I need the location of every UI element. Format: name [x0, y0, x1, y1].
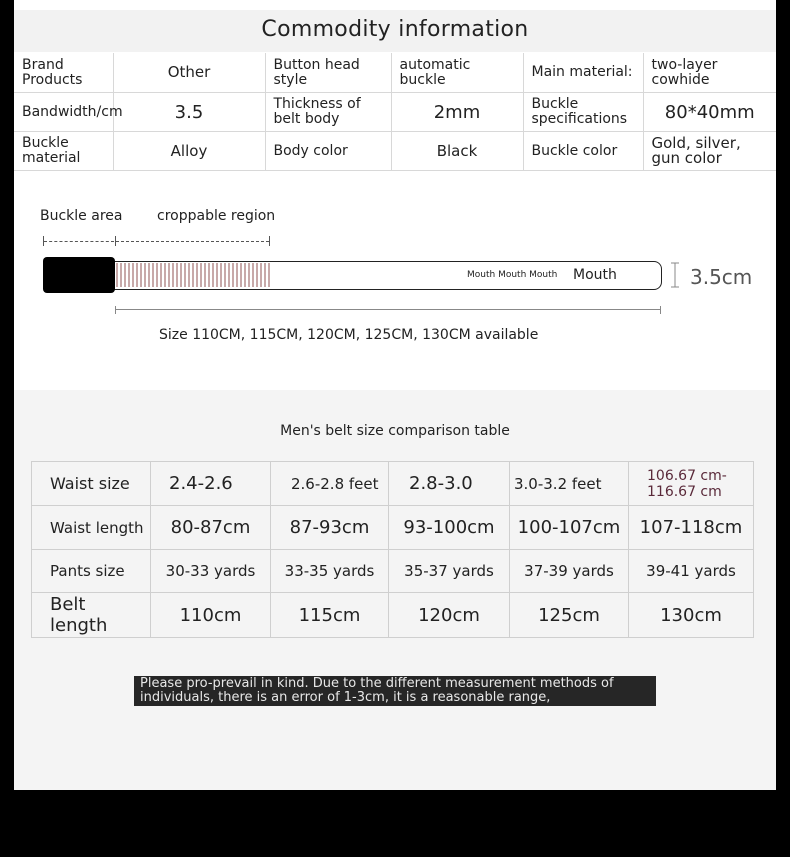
table-cell: 125cm	[510, 593, 629, 638]
buckle-area-label: Buckle area	[40, 208, 123, 224]
spec-key: Buckle material	[14, 132, 113, 171]
spec-key: Thickness of belt body	[265, 93, 391, 132]
size-range-bar	[115, 309, 661, 310]
measurement-note: Please pro-prevail in kind. Due to the different measurement methods of individuals, there is an error of 1-3cm, it is a reasonable range,	[134, 676, 656, 706]
spec-key: Buckle color	[523, 132, 643, 171]
table-cell: 35-37 yards	[389, 550, 510, 593]
mouth-label: Mouth	[573, 267, 617, 283]
table-cell: 2.4-2.6	[151, 462, 271, 506]
spec-key: Body color	[265, 132, 391, 171]
table-cell: 2.6-2.8 feet	[271, 462, 389, 506]
table-cell: 120cm	[389, 593, 510, 638]
spec-value: 3.5	[113, 93, 265, 132]
spec-row	[14, 93, 776, 132]
table-cell: 100-107cm	[510, 506, 629, 550]
belt-width-label: 3.5cm	[690, 265, 753, 289]
spec-value: Other	[113, 53, 265, 93]
spec-value: Gold, silver, gun color	[643, 132, 776, 171]
table-cell: 37-39 yards	[510, 550, 629, 593]
table-cell: 106.67 cm-116.67 cm	[629, 462, 754, 506]
spec-value: 80*40mm	[643, 93, 776, 132]
spec-row	[14, 53, 776, 93]
spec-row	[14, 132, 776, 171]
row-header: Belt length	[32, 593, 151, 638]
table-row	[32, 593, 754, 638]
buckle-area-dimension	[44, 241, 114, 242]
spec-value: automatic buckle	[391, 53, 523, 93]
table-cell: 39-41 yards	[629, 550, 754, 593]
size-comparison-table	[31, 461, 754, 638]
comparison-title: Men's belt size comparison table	[280, 423, 510, 439]
spec-key: Buckle specifications	[523, 93, 643, 132]
table-cell: 107-118cm	[629, 506, 754, 550]
belt-buckle	[43, 257, 115, 293]
spec-value: Alloy	[113, 132, 265, 171]
size-comparison-section	[14, 390, 776, 790]
table-row	[32, 506, 754, 550]
table-cell: 93-100cm	[389, 506, 510, 550]
spec-key: Bandwidth/cm	[14, 93, 113, 132]
product-panel	[14, 0, 776, 790]
table-cell: 2.8-3.0	[389, 462, 510, 506]
table-row	[32, 462, 754, 506]
spec-value: 2mm	[391, 93, 523, 132]
table-row	[32, 550, 754, 593]
spec-key: Main material:	[523, 53, 643, 93]
table-cell: 33-35 yards	[271, 550, 389, 593]
size-options-text: Size 110CM, 115CM, 120CM, 125CM, 130CM available	[159, 327, 539, 343]
width-indicator-icon	[668, 261, 682, 289]
table-cell: 115cm	[271, 593, 389, 638]
croppable-region-label: croppable region	[157, 208, 276, 224]
table-cell: 130cm	[629, 593, 754, 638]
row-header: Waist size	[32, 462, 151, 506]
table-cell: 87-93cm	[271, 506, 389, 550]
belt-diagram	[14, 185, 776, 385]
spec-table	[14, 53, 776, 171]
row-header: Pants size	[32, 550, 151, 593]
spec-value: Black	[391, 132, 523, 171]
page-title: Commodity information	[261, 17, 529, 42]
table-cell: 80-87cm	[151, 506, 271, 550]
table-cell: 3.0-3.2 feet	[510, 462, 629, 506]
croppable-dimension	[116, 241, 269, 242]
spec-value: two-layer cowhide	[643, 53, 776, 93]
table-cell: 30-33 yards	[151, 550, 271, 593]
row-header: Waist length	[32, 506, 151, 550]
dimension-tick	[269, 236, 270, 246]
spec-key: Button head style	[265, 53, 391, 93]
table-cell: 110cm	[151, 593, 271, 638]
title-band	[14, 10, 776, 52]
mouth-small-label: Mouth Mouth Mouth	[467, 270, 558, 280]
belt-hole-pattern	[116, 263, 271, 287]
spec-key: Brand Products	[14, 53, 113, 93]
